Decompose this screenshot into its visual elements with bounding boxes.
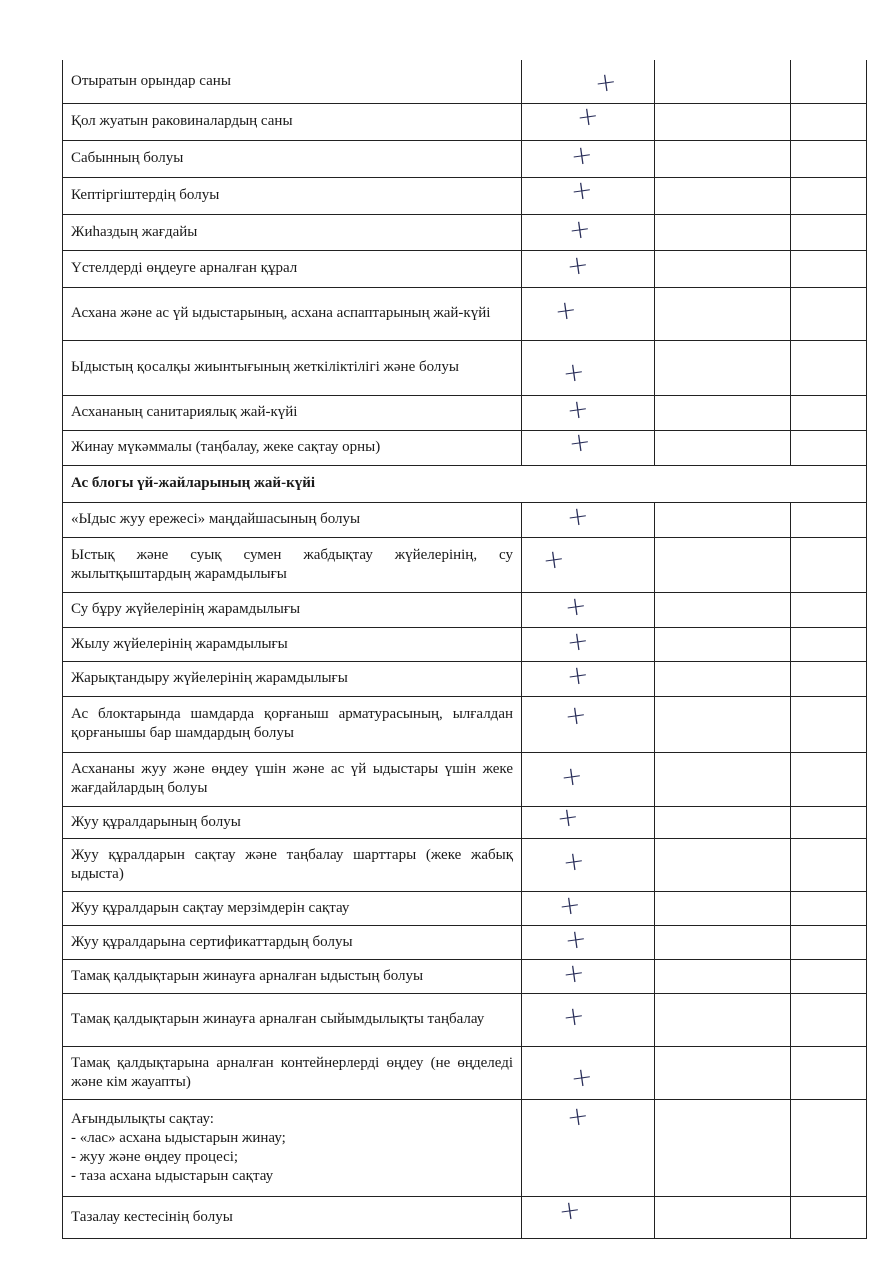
table-row (63, 250, 867, 287)
criterion-cell: Отыратын орындар саны (63, 60, 522, 103)
criterion-cell: Қол жуатын раковиналардың саны (63, 103, 522, 140)
handwritten-plus-mark: + (567, 426, 593, 460)
empty-cell (791, 502, 867, 537)
criterion-cell: Жуу құралдарының болуы (63, 806, 522, 838)
handwritten-plus-mark: + (557, 1194, 583, 1227)
handwritten-plus-mark: + (553, 294, 579, 328)
criterion-cell: Асхананың санитариялық жай-күйі (63, 395, 522, 430)
handwritten-plus-mark: + (567, 213, 593, 246)
section-title: Ас блогы үй-жайларының жай-күйі (63, 465, 867, 502)
empty-cell (655, 696, 791, 752)
criterion-cell: Жылу жүйелерінің жарамдылығы (63, 627, 522, 661)
table-row (63, 395, 867, 430)
mark-cell (522, 287, 655, 340)
criterion-cell: Асхана және ас үй ыдыстарының, асхана аспаптарының жай-күйі (63, 287, 522, 340)
mark-cell (522, 1099, 655, 1196)
empty-cell (791, 806, 867, 838)
table-row (63, 103, 867, 140)
handwritten-plus-mark: + (563, 699, 589, 732)
empty-cell (791, 993, 867, 1046)
empty-cell (791, 752, 867, 806)
empty-cell (655, 395, 791, 430)
empty-cell (655, 592, 791, 627)
empty-cell (655, 752, 791, 806)
mark-cell (522, 661, 655, 696)
empty-cell (655, 103, 791, 140)
empty-cell (791, 537, 867, 592)
empty-cell (655, 891, 791, 925)
empty-cell (791, 103, 867, 140)
checklist-document (62, 60, 862, 1239)
empty-cell (655, 993, 791, 1046)
table-row (63, 340, 867, 395)
table-row (63, 60, 867, 103)
mark-cell (522, 537, 655, 592)
mark-cell (522, 592, 655, 627)
handwritten-plus-mark: + (569, 174, 595, 208)
criterion-cell: Жарықтандыру жүйелерінің жарамдылығы (63, 661, 522, 696)
empty-cell (791, 177, 867, 214)
handwritten-plus-mark: + (561, 356, 587, 390)
empty-cell (791, 661, 867, 696)
mark-cell (522, 426, 655, 465)
mark-cell (522, 250, 655, 287)
criterion-cell: Тамақ қалдықтарын жинауға арналған ыдыстың болуы (63, 959, 522, 993)
handwritten-plus-mark: + (559, 760, 585, 793)
table-row (63, 430, 867, 465)
empty-cell (655, 340, 791, 395)
empty-cell (791, 838, 867, 891)
criterion-cell: Жинау мүкәммалы (таңбалау, жеке сақтау орны) (63, 430, 522, 465)
section-header-row (63, 465, 867, 502)
table-row (63, 993, 867, 1046)
mark-cell (522, 502, 655, 537)
mark-cell (522, 993, 655, 1046)
mark-cell (522, 801, 655, 838)
empty-cell (655, 177, 791, 214)
mark-cell (522, 174, 655, 214)
mark-cell (522, 214, 655, 250)
criterion-cell: Кептіргіштердің болуы (63, 177, 522, 214)
empty-cell (655, 430, 791, 465)
mark-cell (522, 752, 655, 806)
empty-cell (791, 395, 867, 430)
empty-cell (655, 838, 791, 891)
table-row (63, 1099, 867, 1196)
table-row (63, 838, 867, 891)
criterion-line: - таза асхана ыдыстарын сақтау (71, 1167, 274, 1184)
empty-cell (791, 1046, 867, 1099)
mark-cell (522, 627, 655, 661)
handwritten-plus-mark: + (565, 249, 591, 283)
mark-cell (522, 100, 655, 140)
empty-cell (655, 250, 791, 287)
criterion-cell: Ыдыстың қосалқы жиынтығының жеткіліктілігі және болуы (63, 340, 522, 395)
mark-cell (522, 140, 655, 177)
criterion-cell: Жуу құралдарын сақтау мерзімдерін сақтау (63, 891, 522, 925)
table-row (63, 592, 867, 627)
table-row (63, 627, 867, 661)
criterion-cell: Тазалау кестесінің болуы (63, 1196, 522, 1238)
criterion-cell: Жуу құралдарын сақтау және таңбалау шарттары (жеке жабық ыдыста) (63, 838, 522, 891)
handwritten-plus-mark: + (561, 1000, 587, 1034)
table-row (63, 752, 867, 806)
empty-cell (791, 696, 867, 752)
handwritten-plus-mark: + (563, 923, 589, 956)
mark-cell (522, 838, 655, 891)
mark-cell (522, 959, 655, 993)
empty-cell (791, 925, 867, 959)
handwritten-plus-mark: + (565, 500, 591, 534)
empty-cell (791, 430, 867, 465)
empty-cell (655, 1046, 791, 1099)
table-row (63, 1046, 867, 1099)
empty-cell (655, 537, 791, 592)
table-row (63, 502, 867, 537)
empty-cell (791, 627, 867, 661)
empty-cell (655, 140, 791, 177)
criterion-line: - «лас» асхана ыдыстарын жинау; (71, 1129, 286, 1146)
criterion-cell: Тамақ қалдықтарын жинауға арналған сыйымдылықты таңбалау (63, 993, 522, 1046)
checklist-table (62, 60, 867, 1239)
empty-cell (655, 60, 791, 103)
empty-cell (655, 661, 791, 696)
criterion-line: Ағындылықты сақтау: (71, 1110, 214, 1127)
handwritten-plus-mark: + (565, 393, 591, 427)
empty-cell (791, 592, 867, 627)
empty-cell (655, 959, 791, 993)
table-row (63, 661, 867, 696)
criterion-cell: Жуу құралдарына сертификаттардың болуы (63, 925, 522, 959)
handwritten-plus-mark: + (569, 1061, 595, 1095)
mark-cell (522, 1196, 655, 1238)
handwritten-plus-mark: + (593, 66, 619, 100)
empty-cell (791, 1099, 867, 1196)
empty-cell (655, 1099, 791, 1196)
table-row (63, 891, 867, 925)
table-row (63, 140, 867, 177)
handwritten-plus-mark: + (565, 1100, 591, 1134)
mark-cell (522, 395, 655, 430)
handwritten-plus-mark: + (565, 659, 591, 693)
criterion-cell: Су бұру жүйелерінің жарамдылығы (63, 592, 522, 627)
mark-cell (522, 696, 655, 752)
table-row (63, 177, 867, 214)
empty-cell (791, 959, 867, 993)
criterion-cell: Ас блоктарында шамдарда қорғаныш арматурасының, ылғалдан қорғанышы бар шамдардың болуы (63, 696, 522, 752)
handwritten-plus-mark: + (561, 957, 587, 990)
empty-cell (791, 1196, 867, 1238)
handwritten-plus-mark: + (563, 590, 589, 624)
mark-cell (522, 340, 655, 395)
table-row (63, 696, 867, 752)
handwritten-plus-mark: + (575, 100, 601, 134)
mark-cell (522, 925, 655, 959)
empty-cell (655, 806, 791, 838)
criterion-cell: Жиһаздың жағдайы (63, 214, 522, 250)
table-row (63, 925, 867, 959)
criterion-cell (63, 1099, 522, 1196)
mark-cell (522, 891, 655, 925)
criterion-cell: Ыстық және суық сумен жабдықтау жүйелерінің, су жылытқыштардың жарамдылығы (63, 537, 522, 592)
empty-cell (655, 925, 791, 959)
table-row (63, 1196, 867, 1238)
empty-cell (791, 891, 867, 925)
empty-cell (791, 140, 867, 177)
table-row (63, 806, 867, 838)
criterion-line: - жуу және өңдеу процесі; (71, 1148, 239, 1165)
empty-cell (791, 214, 867, 250)
empty-cell (655, 1196, 791, 1238)
empty-cell (791, 60, 867, 103)
empty-cell (791, 340, 867, 395)
criterion-cell: Үстелдерді өңдеуге арналған құрал (63, 250, 522, 287)
empty-cell (791, 250, 867, 287)
table-row (63, 214, 867, 250)
table-row (63, 537, 867, 592)
handwritten-plus-mark: + (555, 801, 581, 834)
handwritten-plus-mark: + (569, 139, 595, 173)
empty-cell (655, 214, 791, 250)
criterion-cell: Асхананы жуу және өңдеу үшін және ас үй ыдыстары үшін жеке жағдайлардың болуы (63, 752, 522, 806)
handwritten-plus-mark: + (561, 845, 587, 879)
criterion-cell: «Ыдыс жуу ережесі» маңдайшасының болуы (63, 502, 522, 537)
table-row (63, 959, 867, 993)
mark-cell (522, 60, 655, 103)
table-row (63, 287, 867, 340)
empty-cell (791, 287, 867, 340)
handwritten-plus-mark: + (557, 889, 583, 922)
criterion-cell: Сабынның болуы (63, 140, 522, 177)
mark-cell (522, 1046, 655, 1099)
criterion-cell: Тамақ қалдықтарына арналған контейнерлерді өңдеу (не өңделеді және кім жауапты) (63, 1046, 522, 1099)
handwritten-plus-mark: + (541, 543, 567, 577)
handwritten-plus-mark: + (565, 625, 591, 658)
empty-cell (655, 502, 791, 537)
empty-cell (655, 627, 791, 661)
empty-cell (655, 287, 791, 340)
